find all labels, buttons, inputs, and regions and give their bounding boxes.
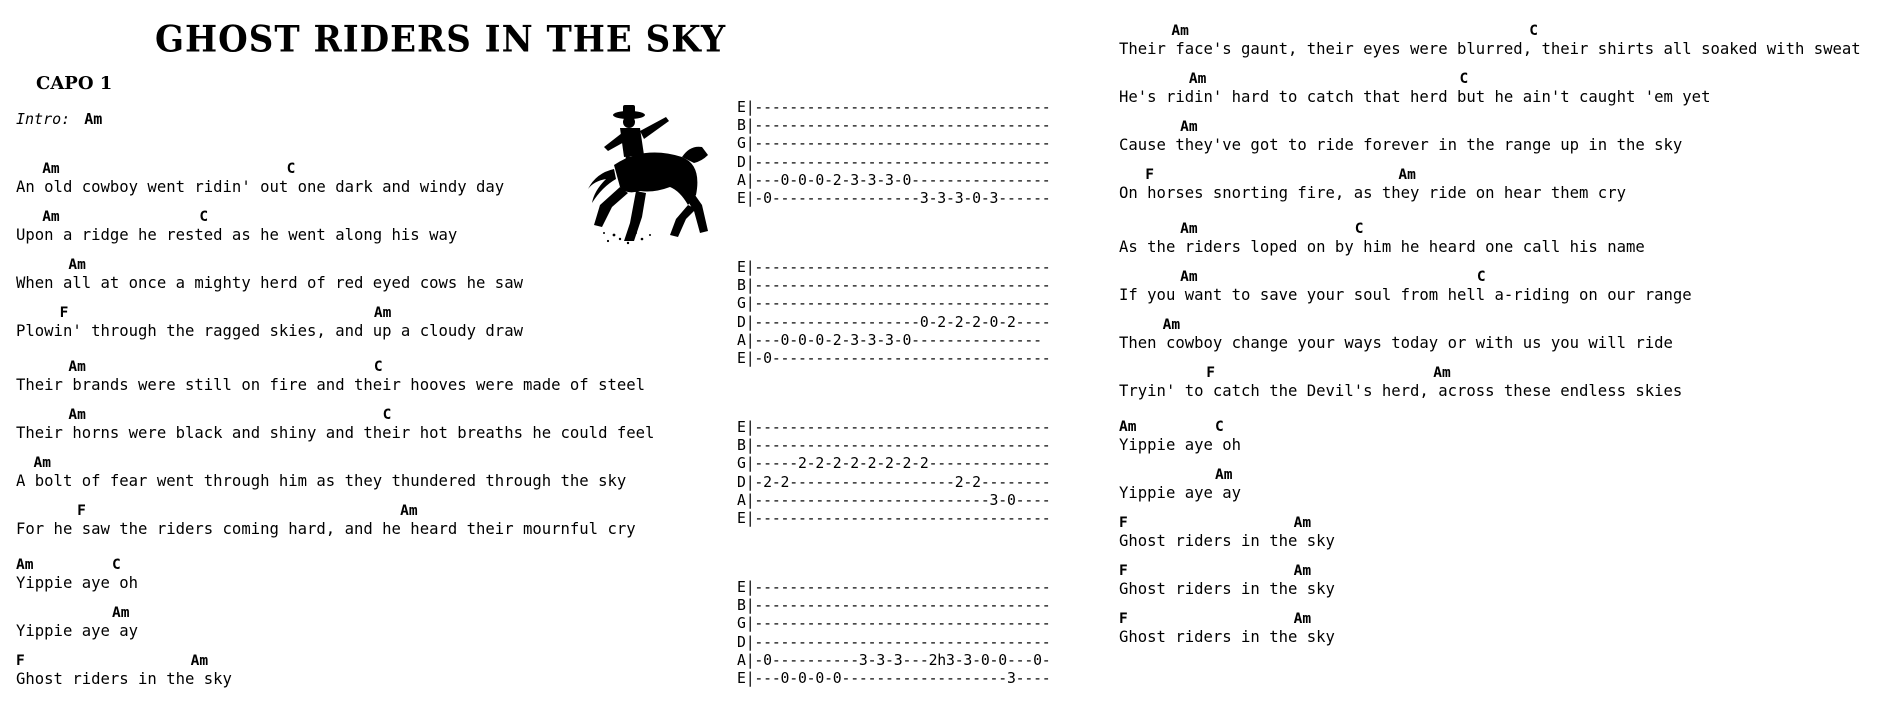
- chord-line: Am C: [16, 209, 209, 225]
- tab-string-line: D|-------------------0-2-2-2-0-2----: [737, 313, 1051, 331]
- lyric-line: Ghost riders in the sky: [1119, 532, 1335, 550]
- left-lyrics-column: [16, 160, 654, 700]
- chord-line: Am: [16, 605, 130, 621]
- chord-line: Am C: [16, 557, 121, 573]
- chord-line: Am C: [16, 407, 392, 423]
- chord-line: Am C: [1119, 71, 1469, 87]
- chord-line: Am: [16, 257, 86, 273]
- chord-line: F Am: [1119, 563, 1312, 579]
- tab-string-line: B|----------------------------------: [737, 277, 1051, 295]
- tab-string-line: A|-0----------3-3-3---2h3-3-0-0---0-: [737, 651, 1051, 669]
- lyric-line: Yippie aye oh: [16, 574, 139, 592]
- lyric-line: For he saw the riders coming hard, and he heard their mournful cry: [16, 520, 636, 538]
- tab-string-line: E|----------------------------------: [737, 510, 1051, 528]
- tab-string-line: E|----------------------------------: [737, 259, 1051, 276]
- chord-line: Am: [1119, 317, 1181, 333]
- lyric-line: Yippie aye ay: [16, 622, 139, 640]
- lyric-line: Yippie aye ay: [1119, 484, 1242, 502]
- tab-string-line: E|----------------------------------: [737, 579, 1051, 596]
- tab-string-line: A|---0-0-0-2-3-3-3-0---------------: [737, 331, 1042, 349]
- tab-string-line: D|----------------------------------: [737, 153, 1051, 171]
- chord-line: Am C: [16, 359, 383, 375]
- lyric-line: Cause they've got to ride forever in the range up in the sky: [1119, 136, 1683, 154]
- tab-block: [737, 579, 1051, 688]
- chord-line: Am C: [1119, 23, 1539, 39]
- tab-block: [737, 419, 1051, 528]
- tab-string-line: D|-2-2-------------------2-2--------: [737, 473, 1051, 491]
- tab-string-line: B|----------------------------------: [737, 117, 1051, 135]
- lyric-line: Plowin' through the ragged skies, and up a cloudy draw: [16, 322, 523, 340]
- lyric-line: Their brands were still on fire and their hooves were made of steel: [16, 376, 646, 394]
- chord-line: F Am: [1119, 167, 1416, 183]
- song-title: GHOST RIDERS IN THE SKY: [155, 18, 727, 62]
- chord-line: F Am: [16, 503, 418, 519]
- tab-block: [737, 99, 1051, 208]
- chord-line: Am C: [1119, 221, 1364, 237]
- lyric-line: Their horns were black and shiny and their hot breaths he could feel: [16, 424, 655, 442]
- right-lyrics-column: [1119, 22, 1861, 658]
- chord-line: F Am: [1119, 365, 1451, 381]
- chord-line: Am: [1119, 119, 1198, 135]
- lyric-line: Ghost riders in the sky: [1119, 580, 1335, 598]
- lyric-line: As the riders loped on by him he heard one call his name: [1119, 238, 1645, 256]
- lyric-line: Ghost riders in the sky: [16, 670, 232, 688]
- tab-string-line: E|----------------------------------: [737, 419, 1051, 436]
- lyric-line: If you want to save your soul from hell a-riding on our range: [1119, 286, 1692, 304]
- tab-string-line: G|----------------------------------: [737, 135, 1051, 153]
- lyric-line: Yippie aye oh: [1119, 436, 1242, 454]
- tab-string-line: G|----------------------------------: [737, 615, 1051, 633]
- intro: [16, 110, 102, 128]
- tab-string-line: B|----------------------------------: [737, 597, 1051, 615]
- tab-string-line: E|-0--------------------------------: [737, 350, 1051, 368]
- chord-line: Am C: [1119, 269, 1486, 285]
- chord-line: Am: [1119, 467, 1233, 483]
- chord-line: Am C: [1119, 419, 1224, 435]
- tab-string-line: E|-0-----------------3-3-3-0-3------: [737, 190, 1051, 208]
- tab-string-line: A|---------------------------3-0----: [737, 491, 1051, 509]
- lyric-line: Ghost riders in the sky: [1119, 628, 1335, 646]
- chord-line: F Am: [1119, 611, 1312, 627]
- tab-string-line: G|-----2-2-2-2-2-2-2-2--------------: [737, 455, 1051, 473]
- lyric-line: Upon a ridge he rested as he went along his way: [16, 226, 458, 244]
- intro-chord: Am: [84, 110, 103, 128]
- intro-label: Intro:: [16, 110, 71, 128]
- tab-string-line: A|---0-0-0-2-3-3-3-0----------------: [737, 171, 1051, 189]
- tab-string-line: D|----------------------------------: [737, 633, 1051, 651]
- lyric-line: He's ridin' hard to catch that herd but he ain't caught 'em yet: [1119, 88, 1711, 106]
- chord-line: F Am: [1119, 515, 1312, 531]
- lyric-line: When all at once a mighty herd of red eyed cows he saw: [16, 274, 523, 292]
- capo-label: CAPO 1: [36, 73, 113, 94]
- lyric-line: On horses snorting fire, as they ride on hear them cry: [1119, 184, 1626, 202]
- tab-string-line: E|---0-0-0-0-------------------3----: [737, 670, 1051, 688]
- tab-string-line: B|----------------------------------: [737, 437, 1051, 455]
- chord-line: Am: [16, 455, 51, 471]
- chord-line: F Am: [16, 653, 209, 669]
- tab-string-line: G|----------------------------------: [737, 295, 1051, 313]
- lyric-line: Their face's gaunt, their eyes were blurred, their shirts all soaked with sweat: [1119, 40, 1861, 58]
- tab-string-line: E|----------------------------------: [737, 99, 1051, 116]
- lyric-line: A bolt of fear went through him as they thundered through the sky: [16, 472, 627, 490]
- chord-line: Am C: [16, 161, 296, 177]
- lyric-line: Then cowboy change your ways today or with us you will ride: [1119, 334, 1673, 352]
- lyric-line: Tryin' to catch the Devil's herd, across these endless skies: [1119, 382, 1683, 400]
- tab-block: [737, 259, 1051, 368]
- lyric-line: An old cowboy went ridin' out one dark and windy day: [16, 178, 505, 196]
- chord-line: F Am: [16, 305, 392, 321]
